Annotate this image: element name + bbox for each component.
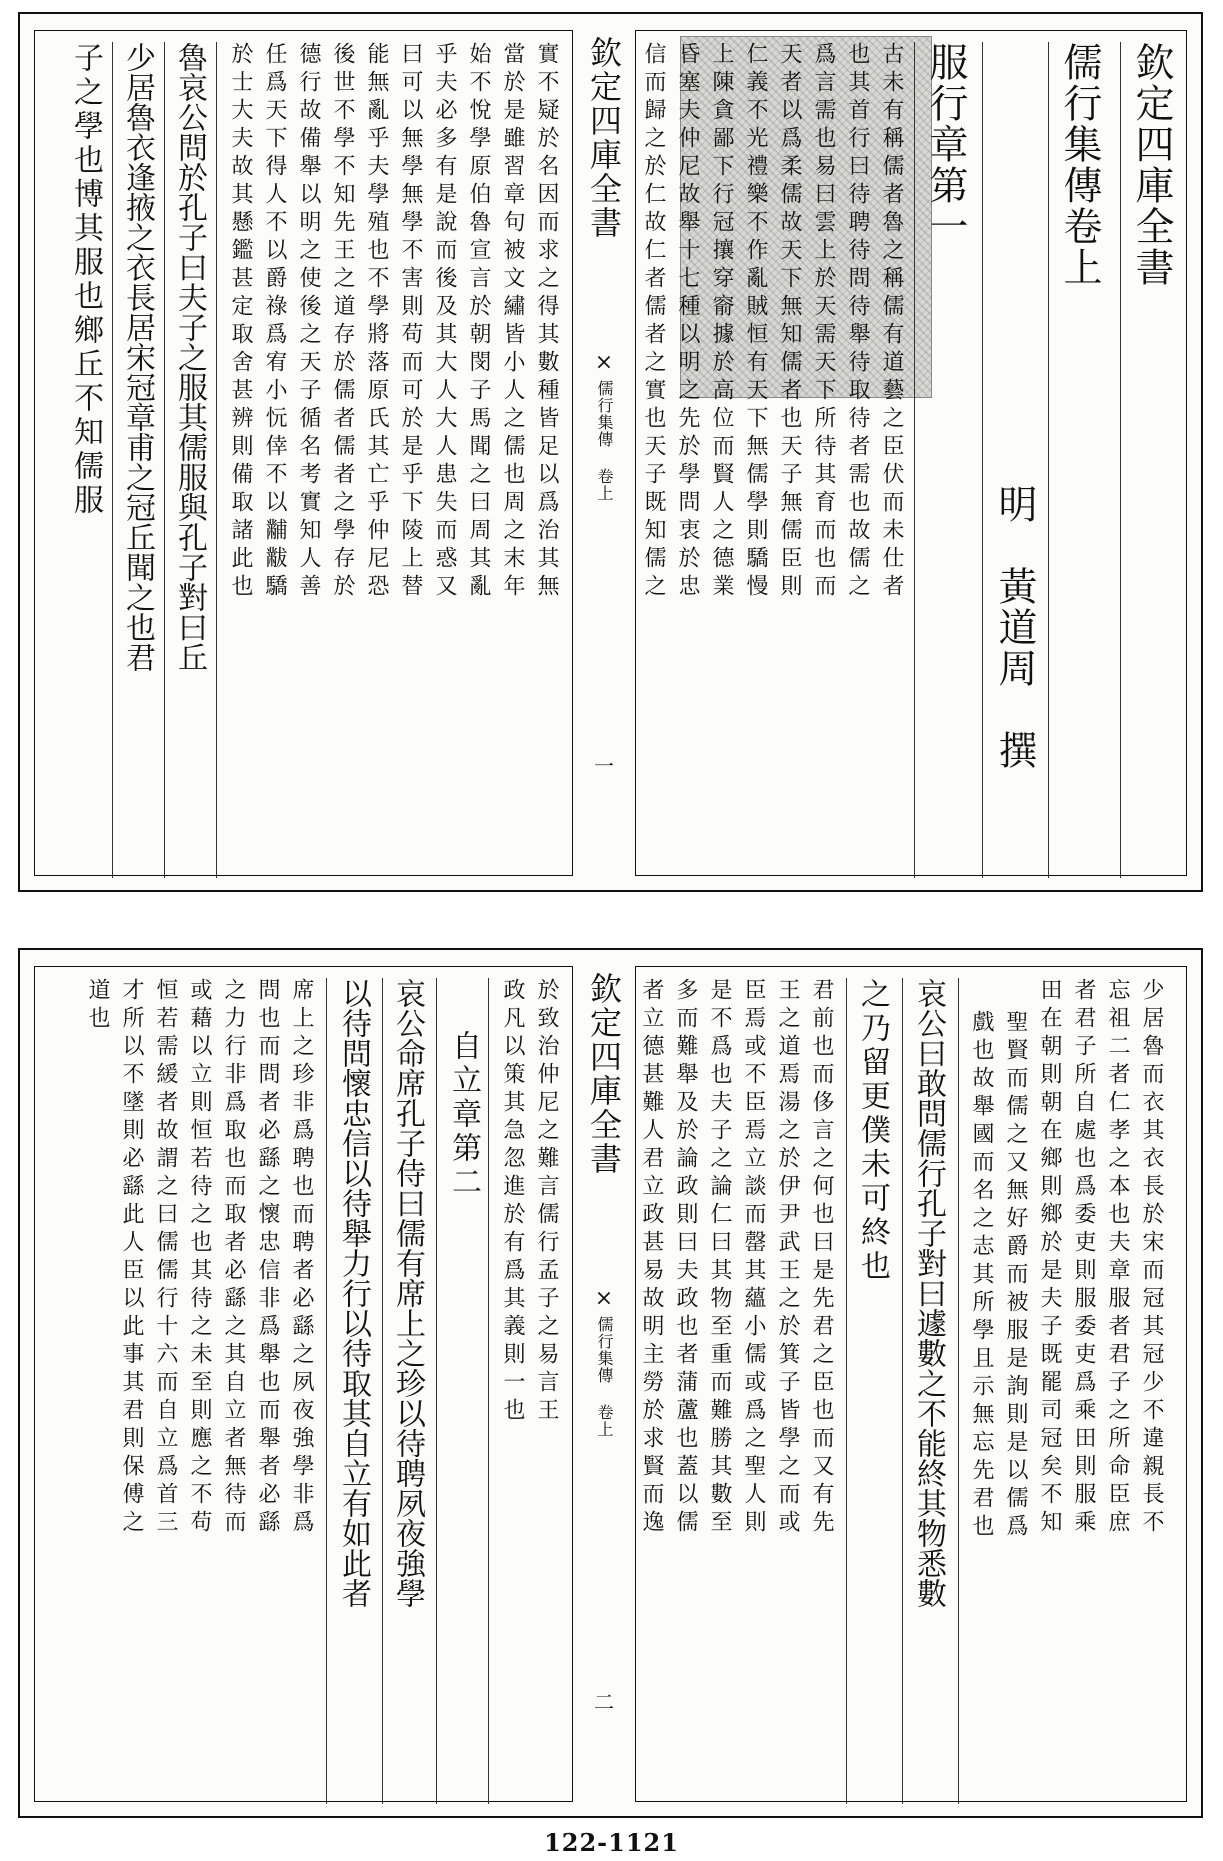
text-column-large: 魯哀公問於孔子曰夫子之服其儒服與孔子對曰丘 [172, 42, 207, 672]
book-title: 儒行集傳卷上 [1057, 42, 1102, 288]
text-column: 問也而問者必繇之懷忠信非爲舉也而舉者必繇 [255, 978, 280, 1538]
text-column: 天者以爲柔儒故天下無知儒者也天子無儒臣則 [777, 42, 802, 602]
text-column: 席上之珍非爲聘也而聘者必繇之夙夜強學非爲 [289, 978, 314, 1538]
column-rule [1048, 42, 1049, 878]
fish-tail-mark-icon: ⨯ [594, 350, 614, 375]
author-line: 明 黃道周 撰 [992, 484, 1037, 771]
text-column-large: 之乃留更僕未可終也 [855, 978, 890, 1284]
column-rule [902, 978, 903, 1804]
text-column: 戲也故舉國而名之志其所學且示無忘先君也 [969, 1010, 994, 1542]
text-column: 多而難舉及於論政則曰夫政也者蒲蘆也蓋以儒 [673, 978, 698, 1538]
text-column: 信而歸之於仁故仁者儒者之實也天子既知儒之 [641, 42, 666, 602]
text-column: 始不悅學原伯魯宣言於朝閔子馬聞之曰周其亂 [466, 42, 491, 602]
page-footer-number: 122-1121 [544, 1828, 679, 1857]
text-column: 才所以不墜則必繇此人臣以此事其君則保傅之 [119, 978, 144, 1538]
text-column: 田在朝則朝在鄉則鄉於是夫子既罷司冠矣不知 [1037, 978, 1062, 1538]
text-column: 政凡以策其急忽進於有爲其義則一也 [500, 978, 525, 1426]
text-column: 恒若需緩者故謂之曰儒儒行十六而自立爲首三 [153, 978, 178, 1538]
text-column: 昏塞夫仲尼故舉十七種以明之先於學問衷於忠 [675, 42, 700, 602]
center-band-subtitle: 儒行集傳 卷上 [595, 380, 614, 502]
column-rule [164, 42, 165, 878]
text-column: 爲言需也易曰雲上於天需天下所待其育而也而 [811, 42, 836, 602]
header-title: 欽定四庫全書 [1129, 42, 1174, 288]
column-rule [326, 978, 327, 1804]
column-rule [914, 42, 915, 878]
text-column: 者君子所自處也爲委吏則服委吏爲乘田則服乘 [1071, 978, 1096, 1538]
text-column: 上陳貪鄙下行冠攘穿窬據於高位而賢人之德業 [709, 42, 734, 602]
text-column-large: 以待問懷忠信以待舉力行以待取其自立有如此者 [336, 978, 371, 1608]
text-column-large: 哀公曰敢問儒行孔子對曰遽數之不能終其物悉數 [911, 978, 946, 1608]
text-column: 仁義不光禮樂不作亂賊恒有天下無儒學則驕慢 [743, 42, 768, 602]
text-column: 於士大夫故其懸鑑甚定取舍甚辨則備取諸此也 [228, 42, 253, 602]
text-column: 當於是雖習章句被文繡皆小人之儒也周之末年 [500, 42, 525, 602]
text-column: 君前也而侈言之何也曰是先君之臣也而又有先 [809, 978, 834, 1538]
column-rule [958, 978, 959, 1804]
text-column: 乎夫必多有是說而後及其大人大人患失而惑又 [432, 42, 457, 602]
text-column: 者立德甚難人君立政甚易故明主勞於求賢而逸 [639, 978, 664, 1538]
text-column: 聖賢而儒之又無好爵而被服是詢則是以儒爲 [1003, 1010, 1028, 1542]
column-rule [488, 978, 489, 1804]
text-column-large: 少居魯衣逢掖之衣長居宋冠章甫之冠丘聞之也君 [120, 42, 155, 672]
text-column: 臣焉或不臣焉立談而罄其蘊小儒或爲之聖人則 [741, 978, 766, 1538]
page-top [18, 12, 1203, 892]
text-column: 曰可以無學無學不害則苟而可於是乎下陵上替 [398, 42, 423, 602]
text-column: 道也 [85, 978, 110, 1034]
text-column: 古未有稱儒者魯之稱儒有道藝之臣伏而未仕者 [879, 42, 904, 602]
text-column: 德行故備舉以明之使後之天子循名考實知人善 [296, 42, 321, 602]
center-band [572, 30, 636, 876]
text-column-large: 哀公命席孔子侍曰儒有席上之珍以待聘夙夜強學 [390, 978, 425, 1608]
text-column: 是不爲也夫子之論仁曰其物至重而難勝其數至 [707, 978, 732, 1538]
column-rule [112, 42, 113, 878]
text-column: 任爲天下得人不以爵祿爲宥小忨倖不以黼黻驕 [262, 42, 287, 602]
text-column: 或藉以立則恒若待之也其待之未至則應之不苟 [187, 978, 212, 1538]
column-rule [846, 978, 847, 1804]
folio-number: 二 [594, 1690, 614, 1714]
text-column: 王之道焉湯之於伊尹武王之於箕子皆學之而或 [775, 978, 800, 1538]
text-column: 後世不學不知先王之道存於儒者儒者之學存於 [330, 42, 355, 602]
center-band-title: 欽定四庫全書 [585, 972, 623, 1176]
text-column: 能無亂乎夫學殖也不學將落原氏其亡乎仲尼恐 [364, 42, 389, 602]
center-band-title: 欽定四庫全書 [585, 36, 623, 240]
chapter-title: 服行章第一 [923, 42, 968, 247]
center-band-subtitle: 儒行集傳 卷上 [595, 1316, 614, 1438]
text-column: 於致治仲尼之難言儒行孟子之易言王 [534, 978, 559, 1426]
text-column: 也其首行曰待聘待問待舉待取待者需也故儒之 [845, 42, 870, 602]
fish-tail-mark-icon: ⨯ [594, 1286, 614, 1311]
column-rule [382, 978, 383, 1804]
page-bottom [18, 948, 1203, 1818]
folio-number: 一 [594, 754, 614, 778]
column-rule [436, 978, 437, 1804]
column-rule [1120, 42, 1121, 878]
chapter-title: 自立章第二 [446, 1030, 481, 1200]
text-column: 少居魯而衣其衣長於宋而冠其冠少不違親長不 [1139, 978, 1164, 1538]
column-rule [982, 42, 983, 878]
text-column-large: 子之學也博其服也鄉丘不知儒服 [68, 42, 103, 518]
text-column: 實不疑於名因而求之得其數種皆足以爲治其無 [534, 42, 559, 602]
center-band [572, 966, 636, 1802]
text-column: 忘祖二者仁孝之本也夫章服者君子之所命臣庶 [1105, 978, 1130, 1538]
text-column: 之力行非爲取也而取者必繇之其自立者無待而 [221, 978, 246, 1538]
column-rule [216, 42, 217, 878]
